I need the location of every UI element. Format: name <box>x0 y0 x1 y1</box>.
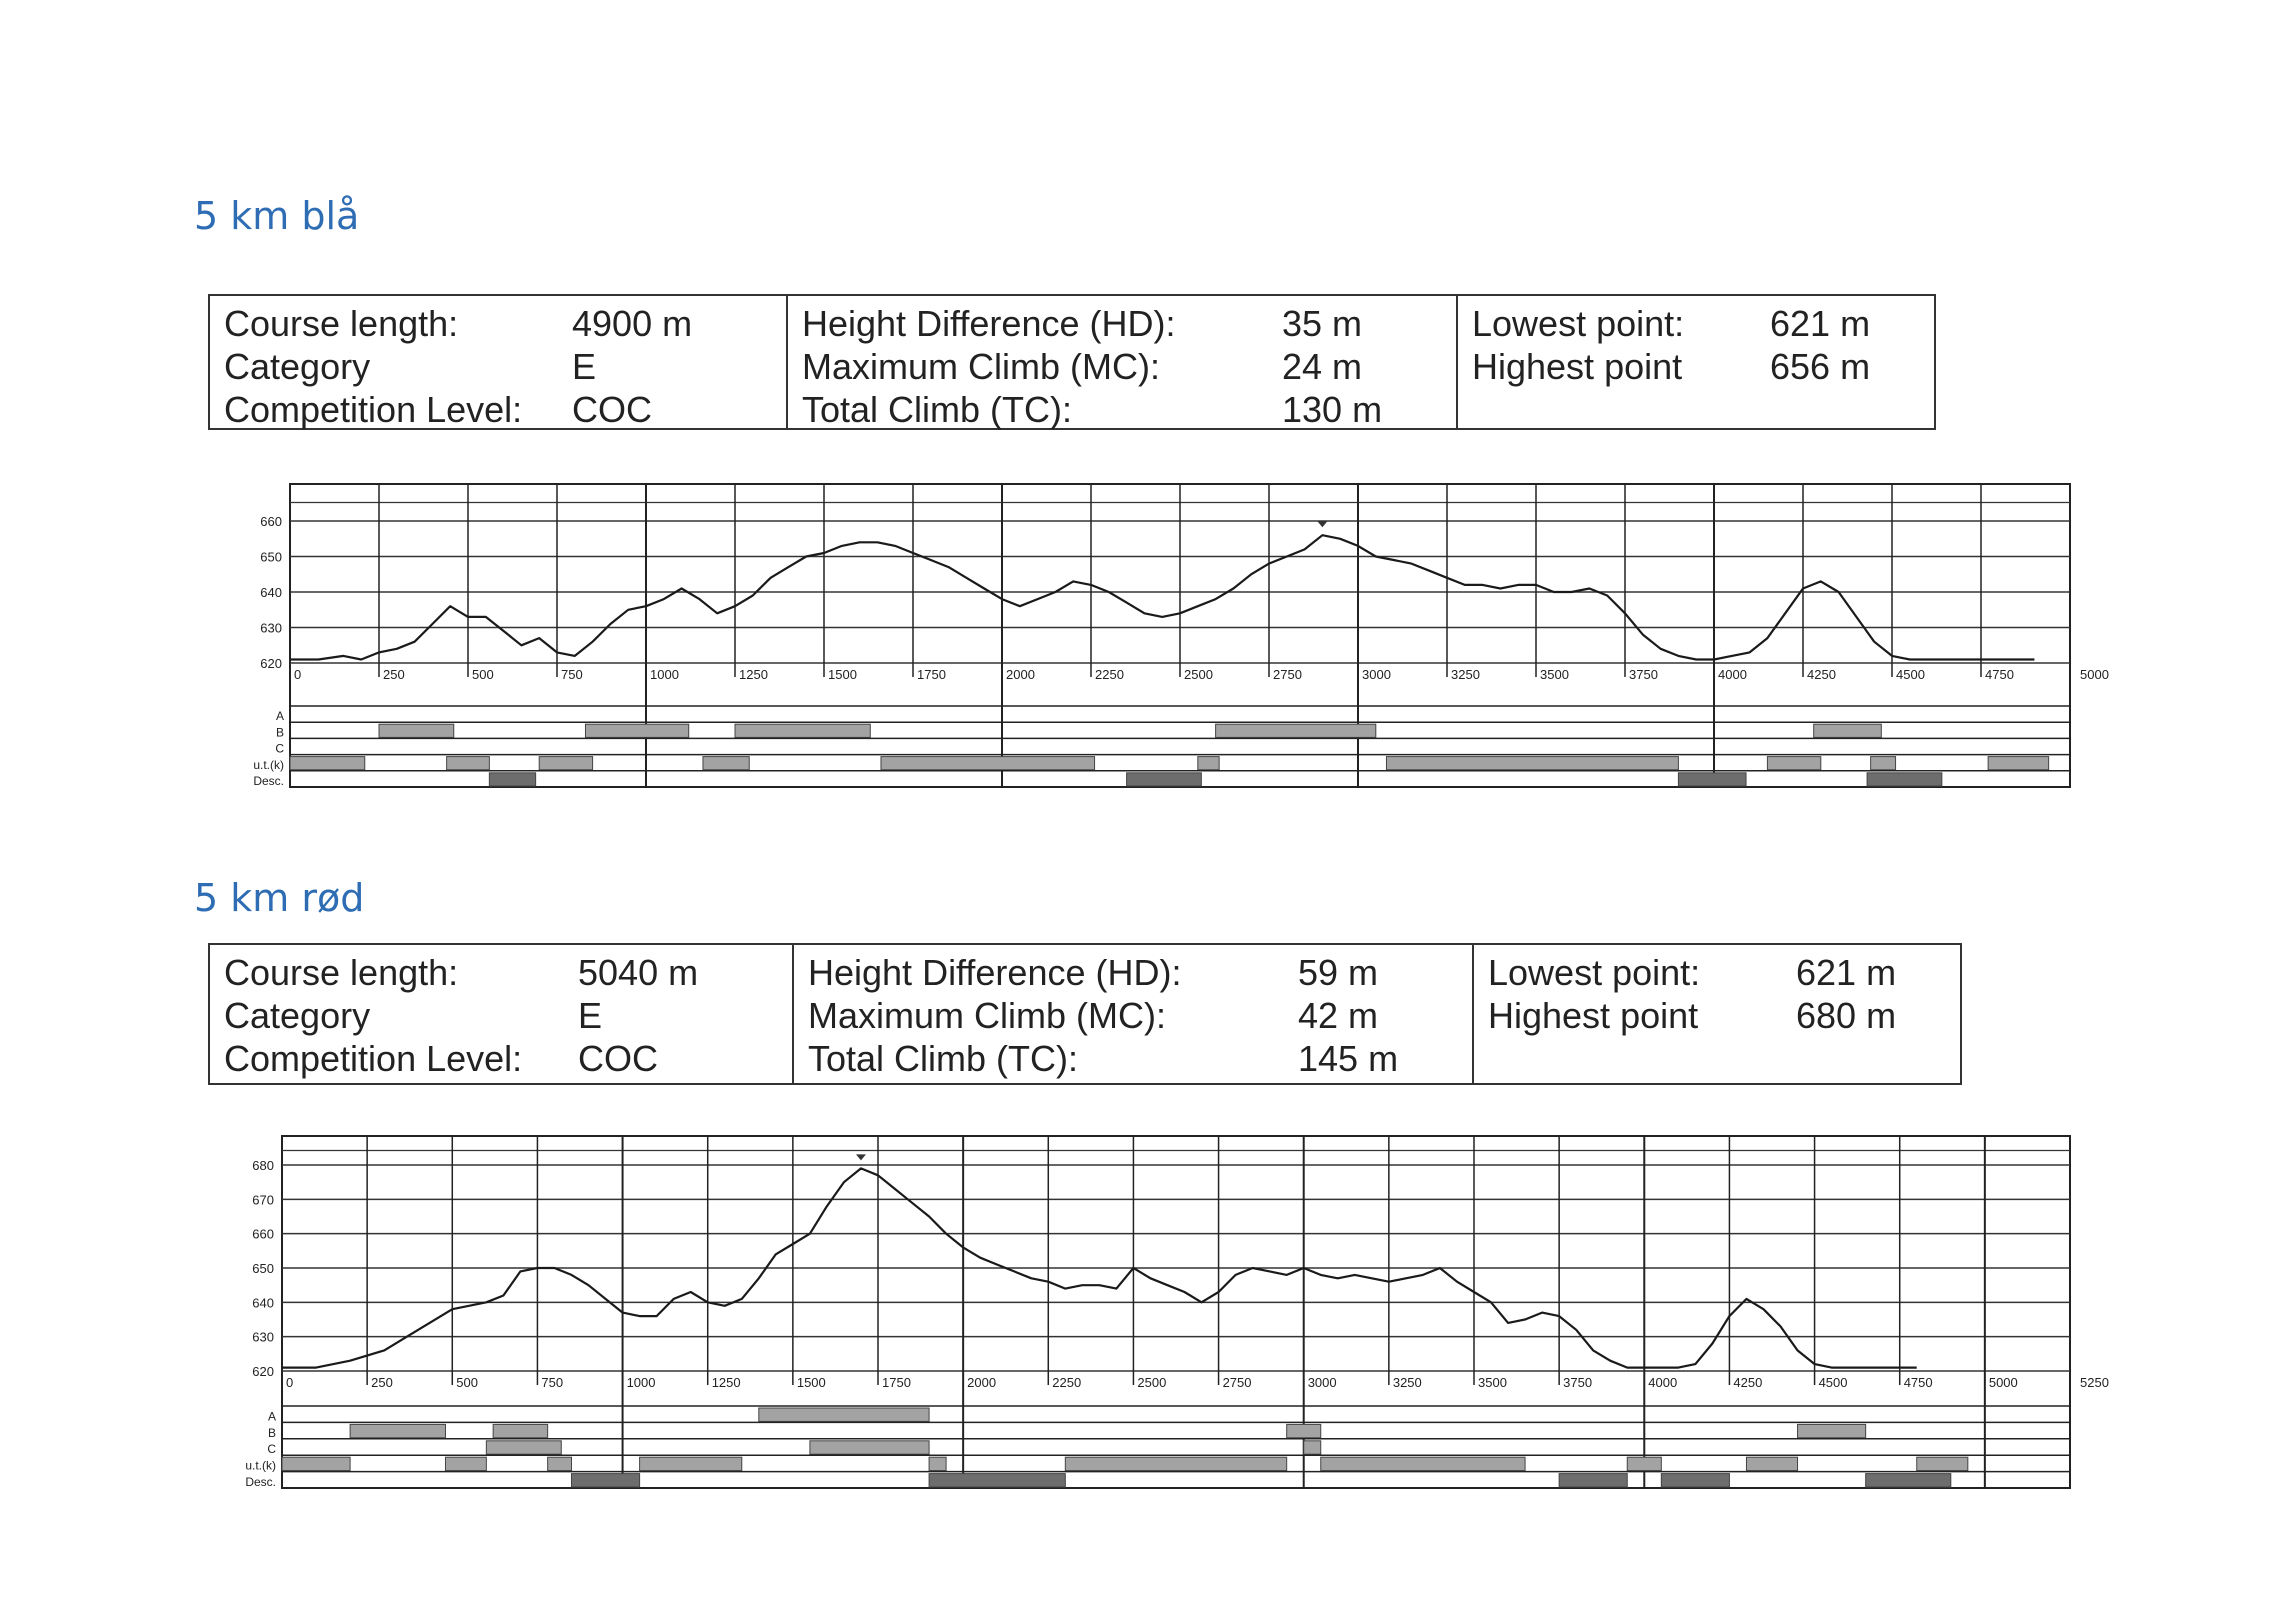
section-title-red: 5 km rød <box>194 876 365 920</box>
competition-level-label: Competition Level: <box>224 1038 523 1079</box>
x-tick-label: 4250 <box>1807 667 1836 682</box>
band-segment <box>489 773 535 786</box>
x-tick-label: 1250 <box>711 1375 741 1390</box>
band-segment <box>640 1457 742 1470</box>
band-segment <box>1988 757 2049 770</box>
height-difference-value: 59 m <box>1298 952 1379 993</box>
band-segment <box>379 724 454 737</box>
x-tick-label: 1500 <box>828 667 857 682</box>
band-segment <box>810 1441 929 1454</box>
x-tick-label: 3250 <box>1392 1375 1422 1390</box>
x-tick-label: 3500 <box>1478 1375 1507 1390</box>
x-tick-label: 0 <box>294 667 302 682</box>
maximum-climb-label: Maximum Climb (MC): <box>808 995 1166 1036</box>
band-segment <box>1304 1441 1321 1454</box>
band-segment <box>493 1424 547 1437</box>
band-segment <box>1065 1457 1286 1470</box>
elevation-chart-1 <box>253 484 2109 788</box>
band-segment <box>585 724 688 737</box>
band-segment <box>548 1457 572 1470</box>
x-tick-label: 2250 <box>1095 667 1124 682</box>
x-tick-label: 4750 <box>1903 1375 1933 1390</box>
total-climb-value: 145 m <box>1298 1038 1399 1079</box>
band-label: u.t.(k) <box>253 757 284 772</box>
elevation-line <box>290 535 2034 659</box>
total-climb-label: Total Climb (TC): <box>808 1038 1079 1079</box>
band-segment <box>1216 724 1376 737</box>
x-tick-label: 1000 <box>650 667 679 682</box>
y-tick-label: 660 <box>260 514 282 529</box>
highest-point-marker <box>1317 521 1327 527</box>
lowest-point-value: 621 m <box>1796 952 1897 993</box>
highest-point-label: Highest point <box>1472 346 1683 387</box>
band-label: Desc. <box>253 774 284 788</box>
highest-point-label: Highest point <box>1488 995 1699 1036</box>
band-segment <box>445 1457 486 1470</box>
x-tick-label: 750 <box>561 667 583 682</box>
x-tick-label: 500 <box>456 1375 478 1390</box>
maximum-climb-value: 42 m <box>1298 995 1379 1036</box>
band-segment <box>881 757 1095 770</box>
band-segment <box>1678 773 1746 786</box>
x-tick-label: 4500 <box>1896 667 1925 682</box>
band-label: u.t.(k) <box>245 1458 276 1473</box>
x-tick-label: 2000 <box>967 1375 997 1390</box>
band-label: Desc. <box>245 1475 276 1489</box>
band-label: C <box>275 741 284 756</box>
band-segment <box>1767 757 1820 770</box>
total-climb-value: 130 m <box>1282 389 1383 430</box>
band-segment <box>1867 773 1942 786</box>
x-tick-label: 750 <box>541 1375 564 1390</box>
x-tick-label: 2750 <box>1222 1375 1252 1390</box>
x-tick-label: 5000 <box>1988 1375 2018 1390</box>
band-segment <box>447 757 490 770</box>
x-tick-label: 2250 <box>1052 1375 1082 1390</box>
band-segment <box>282 1457 350 1470</box>
x-tick-label: 1750 <box>917 667 946 682</box>
x-tick-label: 3750 <box>1563 1375 1593 1390</box>
highest-point-value: 656 m <box>1770 346 1871 387</box>
band-segment <box>929 1457 946 1470</box>
y-tick-label: 620 <box>260 656 282 671</box>
y-tick-label: 680 <box>252 1158 274 1173</box>
x-tick-label: 4500 <box>1818 1375 1848 1390</box>
band-segment <box>759 1408 929 1421</box>
competition-level-value: COC <box>578 1038 658 1079</box>
lowest-point-label: Lowest point: <box>1488 952 1701 993</box>
x-tick-label: 1500 <box>796 1375 826 1390</box>
x-tick-label: 3250 <box>1451 667 1480 682</box>
x-tick-label: 2500 <box>1184 667 1213 682</box>
x-tick-label: 1750 <box>882 1375 911 1390</box>
x-tick-label: 4250 <box>1733 1375 1763 1390</box>
band-segment <box>735 724 870 737</box>
x-tick-label: 2500 <box>1137 1375 1167 1390</box>
elevation-chart-2 <box>245 1136 2109 1489</box>
lowest-point-value: 621 m <box>1770 303 1871 344</box>
lowest-point-label: Lowest point: <box>1472 303 1685 344</box>
band-segment <box>1798 1424 1866 1437</box>
x-tick-label: 250 <box>371 1375 393 1390</box>
x-tick-label: 3000 <box>1362 667 1391 682</box>
x-tick-label: 4000 <box>1648 1375 1678 1390</box>
y-tick-label: 660 <box>252 1226 274 1242</box>
y-tick-label: 630 <box>260 620 282 636</box>
y-tick-label: 630 <box>252 1329 274 1345</box>
band-segment <box>1386 757 1678 770</box>
x-tick-label: 2000 <box>1006 667 1035 682</box>
x-tick-label: 5000 <box>2080 667 2109 682</box>
band-label: A <box>267 1409 276 1424</box>
height-difference-label: Height Difference (HD): <box>802 303 1176 344</box>
band-segment <box>1127 773 1202 786</box>
x-tick-label: 0 <box>286 1375 294 1390</box>
section-title-blue: 5 km blå <box>194 194 360 238</box>
y-tick-label: 650 <box>252 1261 274 1276</box>
band-segment <box>1559 1474 1627 1487</box>
maximum-climb-label: Maximum Climb (MC): <box>802 346 1160 387</box>
band-segment <box>703 757 749 770</box>
band-segment <box>1866 1474 1951 1487</box>
band-label: A <box>275 709 284 724</box>
x-tick-label: 3500 <box>1540 667 1569 682</box>
height-difference-value: 35 m <box>1282 303 1363 344</box>
x-tick-label: 5250 <box>2080 1375 2109 1390</box>
band-segment <box>1917 1457 1968 1470</box>
highest-point-value: 680 m <box>1796 995 1897 1036</box>
category-label: Category <box>224 346 371 387</box>
y-tick-label: 650 <box>260 549 282 565</box>
band-segment <box>1746 1457 1797 1470</box>
band-segment <box>929 1474 1065 1487</box>
x-tick-label: 3750 <box>1629 667 1658 682</box>
maximum-climb-value: 24 m <box>1282 346 1363 387</box>
band-segment <box>1198 757 1219 770</box>
y-tick-label: 640 <box>252 1295 274 1311</box>
category-value: E <box>578 995 603 1036</box>
competition-level-value: COC <box>572 389 652 430</box>
y-tick-label: 670 <box>252 1192 274 1208</box>
y-tick-label: 640 <box>260 585 282 600</box>
x-tick-label: 3000 <box>1307 1375 1337 1390</box>
band-segment <box>1871 757 1896 770</box>
band-segment <box>539 757 592 770</box>
course-length-value: 4900 m <box>572 303 693 344</box>
course-length-label: Course length: <box>224 952 459 993</box>
course-length-value: 5040 m <box>578 952 699 993</box>
x-tick-label: 500 <box>472 667 494 682</box>
height-difference-label: Height Difference (HD): <box>808 952 1182 993</box>
category-value: E <box>572 346 597 387</box>
band-segment <box>1661 1474 1729 1487</box>
course-length-label: Course length: <box>224 303 459 344</box>
band-segment <box>350 1424 445 1437</box>
category-label: Category <box>224 995 371 1036</box>
band-segment <box>1321 1457 1525 1470</box>
x-tick-label: 1250 <box>739 667 768 682</box>
band-segment <box>1287 1424 1321 1437</box>
x-tick-label: 250 <box>383 667 405 682</box>
band-segment <box>290 757 365 770</box>
band-segment <box>1627 1457 1661 1470</box>
band-label: C <box>267 1442 276 1457</box>
x-tick-label: 2750 <box>1273 667 1302 682</box>
band-label: B <box>267 1425 276 1440</box>
competition-level-label: Competition Level: <box>224 389 523 430</box>
x-tick-label: 4750 <box>1985 667 2014 682</box>
band-label: B <box>275 725 284 740</box>
x-tick-label: 4000 <box>1718 667 1747 682</box>
total-climb-label: Total Climb (TC): <box>802 389 1073 430</box>
band-segment <box>571 1474 639 1487</box>
band-segment <box>1814 724 1882 737</box>
x-tick-label: 1000 <box>626 1375 656 1390</box>
y-tick-label: 620 <box>252 1364 274 1379</box>
highest-point-marker <box>856 1154 866 1160</box>
band-segment <box>486 1441 561 1454</box>
